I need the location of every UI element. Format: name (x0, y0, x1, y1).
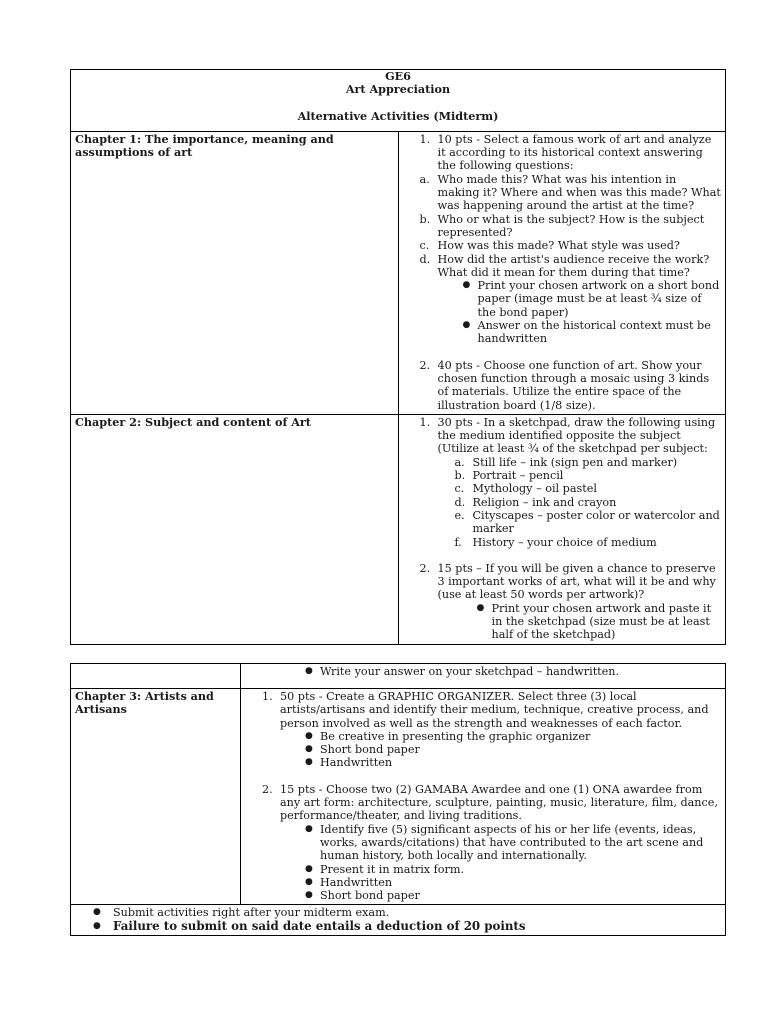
list-item: b. Who or what is the subject? How is the subject represented? (419, 212, 705, 239)
bullet-icon: ● (305, 757, 313, 768)
chapter-2-title: Chapter 2: Subject and content of Art (71, 414, 399, 644)
empty-cell (71, 664, 241, 689)
bullet-icon: ● (93, 907, 101, 918)
activities-table-page1 (70, 69, 726, 645)
list-item: 1. 30 pts - In a sketchpad, draw the following using the medium identified opposite the subject (Utilize at least ¾ of the sketchpad per subject: (419, 415, 716, 456)
list-item: 1. 50 pts - Create a GRAPHIC ORGANIZER. Select three (3) local artists/artisans and identify their medium, technique, creative process, and person involved as well as the strength and weaknesses of each factor. (262, 690, 709, 730)
bullet-item: ● Handwritten (305, 875, 393, 889)
bullet-icon: ● (93, 920, 101, 931)
bullet-item: ● Short bond paper (305, 889, 420, 903)
bullet-item: ● Be creative in presenting the graphic organizer (305, 729, 591, 743)
list-item: a. Who made this? What was his intention in making it? Where and when was this made? What was happening around the artist at the time? (419, 172, 721, 213)
bullet-item: ● Print your chosen artwork on a short bond paper (image must be at least ¾ size of the bond paper) (462, 279, 720, 319)
bullet-icon: ● (462, 320, 471, 331)
sub-item: e. Cityscapes – poster color or watercolor and marker (454, 508, 720, 536)
course-name: Art Appreciation (345, 82, 451, 97)
chapter-1-title: Chapter 1: The importance, meaning and assumptions of art (71, 131, 399, 414)
bullet-icon: ● (462, 280, 471, 291)
bullet-icon: ● (305, 744, 313, 755)
chapter-3-title: Chapter 3: Artists and Artisans (71, 689, 241, 905)
course-code: GE6 (385, 69, 411, 83)
bullet-item: ● Short bond paper (305, 743, 420, 757)
chapter-3-activities (241, 689, 726, 905)
bullet-item: ● Write your answer on your sketchpad – handwritten. (305, 665, 620, 678)
sub-item: c. Mythology – oil pastel (454, 482, 597, 496)
list-item: 2. 40 pts - Choose one function of art. Show your chosen function through a mosaic using 3 kinds of materials. Utilize the entire space of the illustration board (1/8 size). (419, 358, 710, 412)
list-item: 2. 15 pts – If you will be given a chance to preserve 3 important works of art, what will it be and why (use at least 50 words per artwork)? (419, 561, 716, 602)
table-header (71, 70, 726, 132)
chapter-2-activities (398, 414, 726, 644)
bullet-item: ● Submit activities right after your midterm exam. (93, 906, 390, 920)
sub-item: a. Still life – ink (sign pen and marker) (454, 455, 678, 469)
document-title: Alternative Activities (Midterm) (297, 108, 499, 123)
footer-notes (71, 905, 726, 936)
list-item: 2. 15 pts - Choose two (2) GAMABA Awardee and one (1) ONA awardee from any art form: architecture, sculpture, painting, music, literature, film, dance, performance/theater, and living traditions. (262, 782, 718, 823)
bullet-icon: ● (305, 890, 313, 901)
bullet-icon: ● (305, 730, 313, 741)
list-item: d. How did the artist's audience receive the work? What did it mean for them during that time? (419, 252, 710, 279)
sub-item: d. Religion – ink and crayon (454, 495, 617, 509)
activities-table-page2 (70, 663, 726, 936)
bullet-icon: ● (476, 602, 485, 613)
bullet-item: ● Print your chosen artwork and paste it in the sketchpad (size must be at least half of the sketchpad) (476, 601, 712, 642)
list-item: 1. 10 pts - Select a famous work of art and analyze it according to its historical context answering the following questions: (419, 132, 712, 173)
bullet-icon: ● (305, 876, 313, 887)
bullet-icon: ● (305, 823, 313, 834)
list-item: c. How was this made? What style was used? (419, 239, 680, 253)
sub-item: f. History – your choice of medium (454, 535, 657, 549)
bullet-item: ● Answer on the historical context must be handwritten (462, 319, 711, 346)
continued-cell (241, 664, 726, 689)
bullet-item: ● Present it in matrix form. (305, 862, 465, 876)
bullet-item (75, 920, 721, 933)
bullet-item: ● Identify five (5) significant aspects of his or her life (events, ideas, works, awards/citations) that have contributed to the art scene and human history, both locally and internationally. (305, 822, 704, 863)
sub-item: b. Portrait – pencil (454, 469, 564, 483)
bullet-icon: ● (305, 666, 313, 676)
chapter-1-activities (398, 131, 726, 414)
bullet-icon: ● (305, 863, 313, 874)
bullet-item: ● Handwritten (305, 756, 393, 770)
deduction-warning: Failure to submit on said date entails a deduction of 20 points (113, 918, 526, 933)
